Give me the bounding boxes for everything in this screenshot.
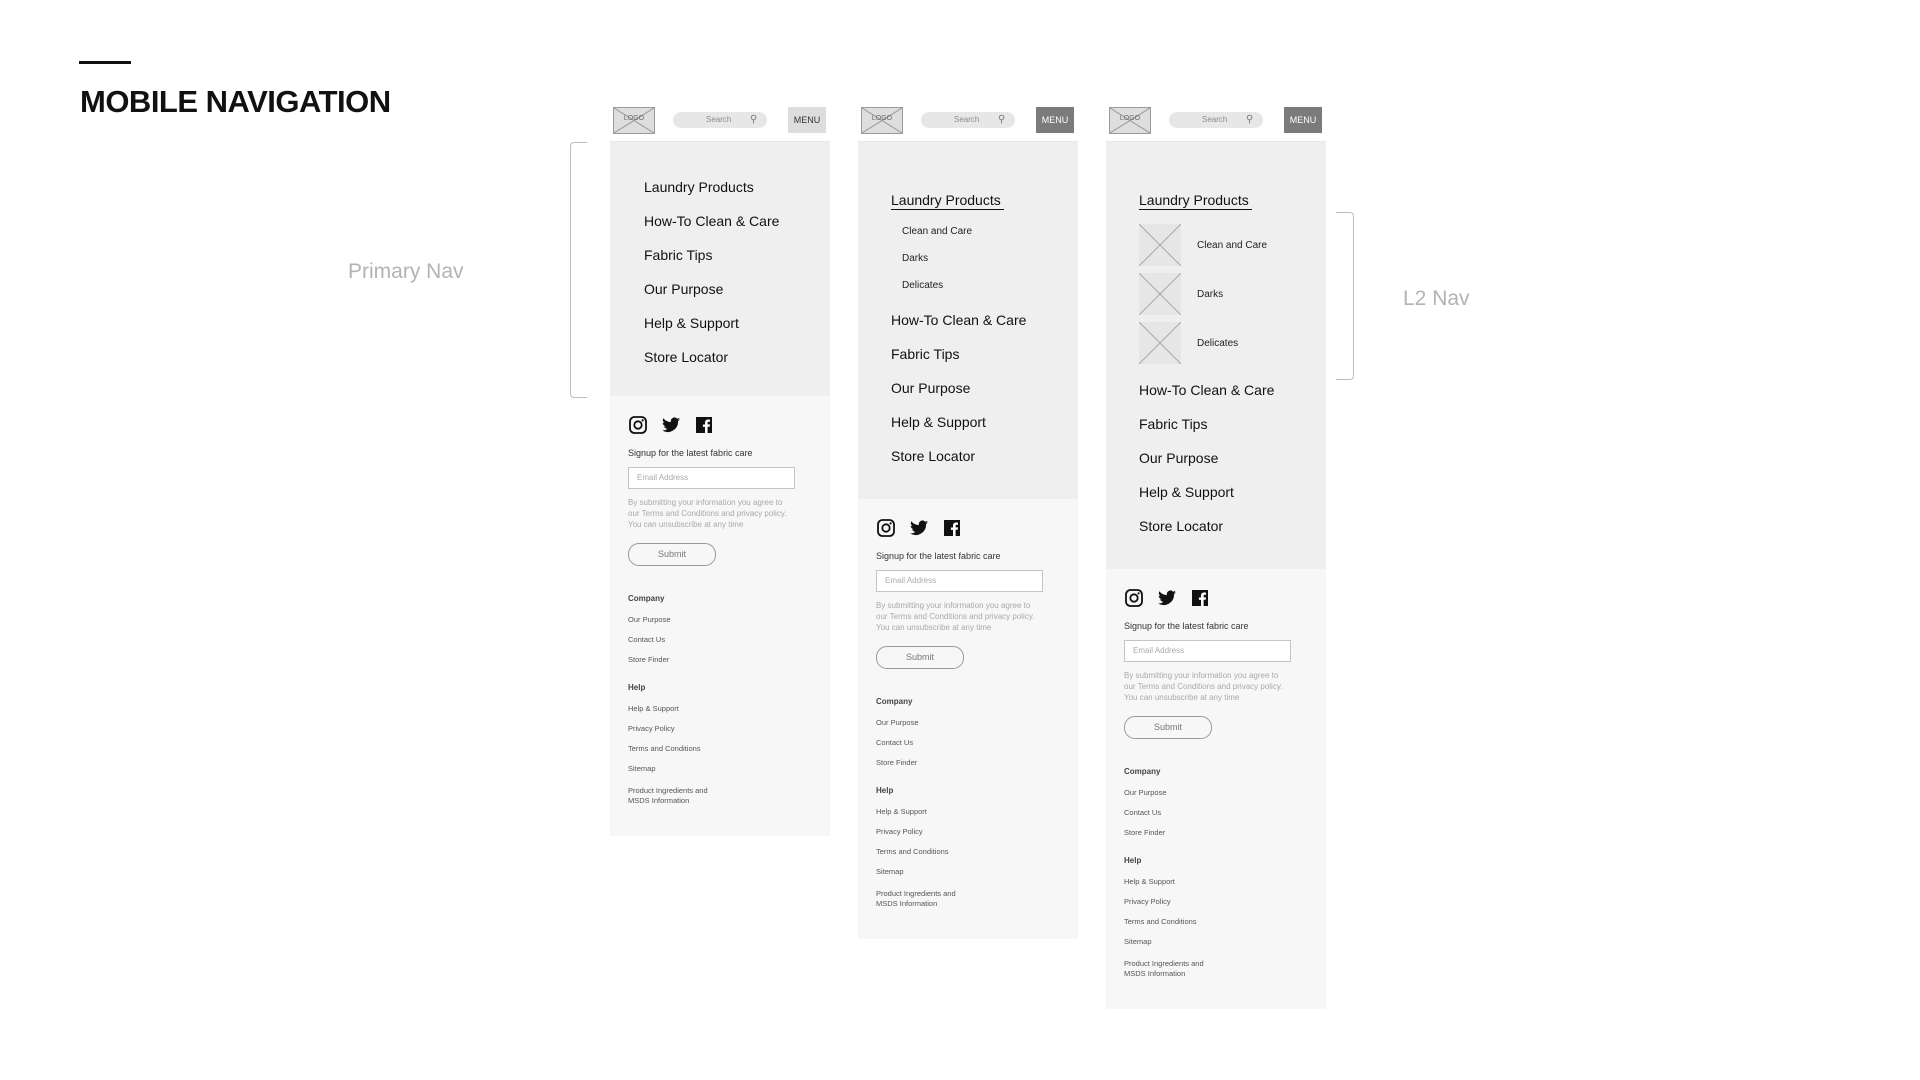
footer-link-contact-us[interactable]: Contact Us <box>876 738 914 747</box>
footer-link-privacy-policy[interactable]: Privacy Policy <box>876 827 923 836</box>
sub-item-delicates[interactable]: Delicates <box>902 280 944 291</box>
footer-link-ingredients[interactable] <box>1124 959 1326 979</box>
nav-item-laundry-products-open[interactable]: Laundry Products <box>1139 192 1252 210</box>
nav-item-how-to-clean-care[interactable]: How-To Clean & Care <box>891 312 1027 328</box>
footer-heading-company: Company <box>1124 767 1161 776</box>
footer-link-contact-us[interactable]: Contact Us <box>1124 808 1162 817</box>
nav-item-our-purpose[interactable]: Our Purpose <box>1139 450 1219 466</box>
l2-nav-annotation: L2 Nav <box>1403 287 1470 310</box>
email-field[interactable] <box>1124 640 1291 662</box>
footer-heading-company: Company <box>876 697 913 706</box>
search-placeholder: Search <box>706 115 732 124</box>
image-placeholder-icon <box>1139 273 1181 315</box>
instagram-icon[interactable] <box>1124 588 1144 608</box>
mobile-header <box>610 100 830 142</box>
footer-link-our-purpose[interactable]: Our Purpose <box>628 615 671 624</box>
footer-link-privacy-policy[interactable]: Privacy Policy <box>628 724 675 733</box>
nav-item-help-support[interactable]: Help & Support <box>891 414 986 430</box>
l2-nav-list <box>1106 142 1326 569</box>
nav-item-fabric-tips[interactable]: Fabric Tips <box>644 247 713 263</box>
nav-item-store-locator[interactable]: Store Locator <box>891 448 976 464</box>
ingredients-line-1: Product Ingredients and <box>1124 959 1204 968</box>
footer-heading-company: Company <box>628 594 665 603</box>
email-placeholder: Email Address <box>885 576 937 585</box>
nav-item-help-support[interactable]: Help & Support <box>644 315 739 331</box>
nav-item-how-to-clean-care[interactable]: How-To Clean & Care <box>644 213 780 229</box>
nav-item-our-purpose[interactable]: Our Purpose <box>891 380 971 396</box>
mobile-footer <box>610 396 830 836</box>
ingredients-line-2: MSDS Information <box>628 796 690 805</box>
phone-expanded-nav <box>858 100 1078 939</box>
page-title: MOBILE NAVIGATION <box>80 84 391 119</box>
footer-link-store-finder[interactable]: Store Finder <box>1124 828 1166 837</box>
logo-text: LOGO <box>623 115 645 122</box>
footer-link-our-purpose[interactable]: Our Purpose <box>876 718 919 727</box>
signup-disclaimer: By submitting your information you agree to our Terms and Conditions and privacy policy. You can unsubscribe at any time <box>876 601 1035 632</box>
ingredients-line-1: Product Ingredients and <box>876 889 956 898</box>
menu-button-active[interactable]: MENU <box>1284 107 1322 133</box>
footer-heading-help: Help <box>1124 856 1142 865</box>
footer-link-terms[interactable]: Terms and Conditions <box>628 744 701 753</box>
instagram-icon[interactable] <box>628 415 648 435</box>
logo-text: LOGO <box>871 115 893 122</box>
l2-item-delicates[interactable] <box>1106 322 1326 371</box>
footer-link-sitemap[interactable]: Sitemap <box>1124 937 1152 946</box>
sub-item-clean-and-care[interactable]: Clean and Care <box>902 226 973 237</box>
nav-item-laundry-products[interactable]: Laundry Products <box>644 179 754 195</box>
logo-placeholder[interactable] <box>1109 107 1151 134</box>
ingredients-line-2: MSDS Information <box>876 899 938 908</box>
signup-text: Signup for the latest fabric care <box>628 448 753 458</box>
logo-text: LOGO <box>1119 115 1141 122</box>
ingredients-line-2: MSDS Information <box>1124 969 1186 978</box>
primary-nav-annotation: Primary Nav <box>348 260 464 283</box>
twitter-icon[interactable] <box>1157 588 1177 608</box>
footer-link-store-finder[interactable]: Store Finder <box>628 655 670 664</box>
footer-link-help-support[interactable]: Help & Support <box>1124 877 1175 886</box>
ingredients-line-1: Product Ingredients and <box>628 786 708 795</box>
nav-item-store-locator[interactable]: Store Locator <box>1139 518 1224 534</box>
menu-button[interactable]: MENU <box>788 107 826 133</box>
mobile-footer <box>1106 569 1326 1009</box>
nav-item-our-purpose[interactable]: Our Purpose <box>644 281 724 297</box>
email-placeholder: Email Address <box>1133 646 1185 655</box>
footer-link-privacy-policy[interactable]: Privacy Policy <box>1124 897 1171 906</box>
search-icon: ⚲ <box>1246 114 1254 125</box>
nav-item-how-to-clean-care[interactable]: How-To Clean & Care <box>1139 382 1275 398</box>
signup-disclaimer: By submitting your information you agree to our Terms and Conditions and privacy policy. You can unsubscribe at any time <box>1124 671 1283 702</box>
expanded-nav-list <box>858 142 1078 499</box>
email-field[interactable] <box>876 570 1043 592</box>
title-accent-bar <box>79 61 131 64</box>
twitter-icon[interactable] <box>909 518 929 538</box>
primary-nav-list <box>610 142 830 396</box>
logo-placeholder[interactable] <box>613 107 655 134</box>
footer-link-contact-us[interactable]: Contact Us <box>628 635 666 644</box>
image-placeholder-icon <box>1139 322 1181 364</box>
l2-item-darks[interactable] <box>1106 273 1326 322</box>
search-icon: ⚲ <box>998 114 1006 125</box>
footer-link-terms[interactable]: Terms and Conditions <box>1124 917 1197 926</box>
l2-label-delicates: Delicates <box>1197 338 1239 349</box>
mobile-footer <box>858 499 1078 939</box>
mobile-header <box>858 100 1078 142</box>
submit-button[interactable]: Submit <box>1124 716 1212 739</box>
mobile-header <box>1106 100 1326 142</box>
footer-link-ingredients[interactable] <box>876 889 1078 909</box>
phone-primary-nav <box>610 100 830 836</box>
sub-item-darks[interactable]: Darks <box>902 253 929 264</box>
submit-button[interactable]: Submit <box>628 543 716 566</box>
email-placeholder: Email Address <box>637 473 689 482</box>
signup-disclaimer: By submitting your information you agree to our Terms and Conditions and privacy policy. You can unsubscribe at any time <box>628 498 787 529</box>
facebook-icon[interactable] <box>694 415 714 435</box>
footer-heading-help: Help <box>876 786 894 795</box>
footer-link-our-purpose[interactable]: Our Purpose <box>1124 788 1167 797</box>
social-links <box>876 518 1078 538</box>
social-links <box>628 415 830 435</box>
signup-text: Signup for the latest fabric care <box>876 551 1001 561</box>
footer-link-store-finder[interactable]: Store Finder <box>876 758 918 767</box>
instagram-icon[interactable] <box>876 518 896 538</box>
menu-button-active[interactable]: MENU <box>1036 107 1074 133</box>
footer-link-sitemap[interactable]: Sitemap <box>876 867 904 876</box>
l2-item-clean-and-care[interactable] <box>1106 224 1326 273</box>
footer-heading-help: Help <box>628 683 646 692</box>
nav-item-fabric-tips[interactable]: Fabric Tips <box>1139 416 1208 432</box>
nav-item-help-support[interactable]: Help & Support <box>1139 484 1234 500</box>
footer-link-help-support[interactable]: Help & Support <box>628 704 679 713</box>
submit-button[interactable]: Submit <box>876 646 964 669</box>
search-input[interactable] <box>921 112 1015 128</box>
facebook-icon[interactable] <box>1190 588 1210 608</box>
search-placeholder: Search <box>954 115 980 124</box>
social-links <box>1124 588 1326 608</box>
l2-nav-bracket <box>1336 212 1354 380</box>
l2-label-darks: Darks <box>1197 289 1224 300</box>
footer-link-terms[interactable]: Terms and Conditions <box>876 847 949 856</box>
primary-nav-bracket <box>570 142 587 398</box>
image-placeholder-icon <box>1139 224 1181 266</box>
logo-placeholder[interactable] <box>861 107 903 134</box>
email-field[interactable] <box>628 467 795 489</box>
l2-label-clean-and-care: Clean and Care <box>1197 240 1268 251</box>
search-icon: ⚲ <box>750 114 758 125</box>
search-input[interactable] <box>673 112 767 128</box>
nav-item-fabric-tips[interactable]: Fabric Tips <box>891 346 960 362</box>
twitter-icon[interactable] <box>661 415 681 435</box>
facebook-icon[interactable] <box>942 518 962 538</box>
nav-item-store-locator[interactable]: Store Locator <box>644 349 729 365</box>
nav-item-laundry-products-open[interactable]: Laundry Products <box>891 192 1004 210</box>
footer-link-sitemap[interactable]: Sitemap <box>628 764 656 773</box>
phone-l2-nav <box>1106 100 1326 1009</box>
footer-link-help-support[interactable]: Help & Support <box>876 807 927 816</box>
search-input[interactable] <box>1169 112 1263 128</box>
search-placeholder: Search <box>1202 115 1228 124</box>
footer-link-ingredients[interactable] <box>628 786 830 806</box>
signup-text: Signup for the latest fabric care <box>1124 621 1249 631</box>
